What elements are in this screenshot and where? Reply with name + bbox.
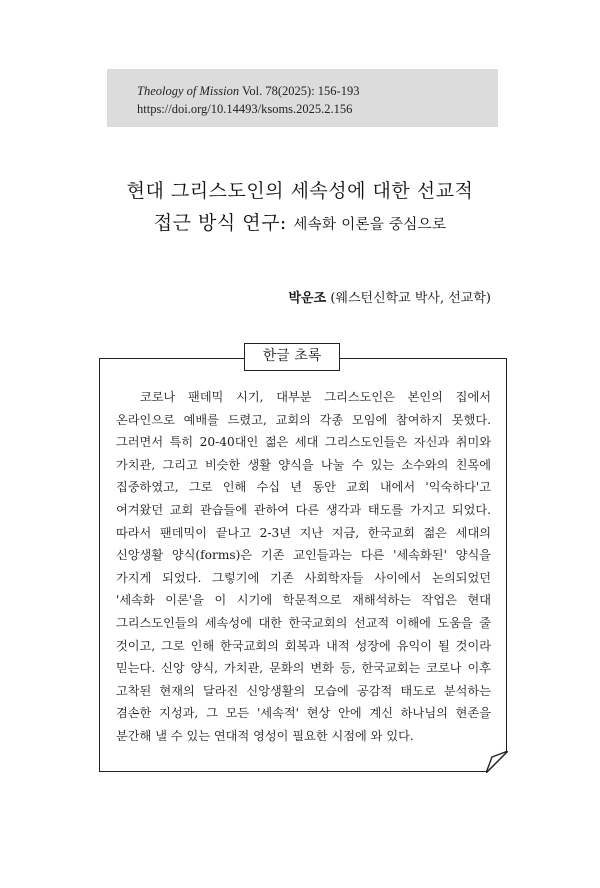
citation-line <box>137 82 498 100</box>
doi-link[interactable]: https://doi.org/10.14493/ksoms.2025.2.156 <box>137 102 353 116</box>
abstract-text: 코로나 팬데믹 시기, 대부분 그리스도인은 본인의 집에서 온라인으로 예배를 드렸고, 교회의 각종 모임에 참여하지 못했다. 그러면서 특히 20-40대인 젊은 세대 그리스도인들은 자신과 취미와 가치관, 그리고 비슷한 생활 양식을 나눌 수 있는 소수와의 친목에 집중하였고, 그로 인해 수십 년 동안 교회 내에서 '익숙하다'고 여겨왔던 교회 관습들에 관하여 다른 생각과 태도를 가지고 되었다. 따라서 팬데믹이 끝나고 2-3년 지난 지금, 한국교회 젊은 세대의 신앙생활 양식(forms)은 기존 교인들과는 다른 '세속화된' 양식을 가지게 되었다. 그렇기에 기존 사회학자들 사이에서 논의되었던 '세속화 이론'을 이 시기에 학문적으로 재해석하는 작업은 현대 그리스도인들의 세속성에 대한 한국교회의 선교적 이해에 도움을 줄 것이고, 그로 인해 한국교회의 회복과 내적 성장에 유익이 될 것이라 믿는다. 신앙 양식, 가치관, 문화의 변화 등, 한국교회는 코로나 이후 고착된 현재의 달라진 신앙생활의 모습에 공감적 태도로 분석하는 겸손한 지성과, 그 모든 '세속적' 현상 안에 계신 하나님의 현존을 분간해 낼 수 있는 연대적 영성이 필요한 시점에 와 있다. <box>116 390 491 743</box>
paper-subtitle: 세속화 이론을 중심으로 <box>293 217 447 233</box>
author-affiliation: (웨스턴신학교 박사, 선교학) <box>326 291 491 306</box>
journal-name: Theology of Mission <box>137 84 240 98</box>
paper-title-line2 <box>0 208 600 235</box>
volume-info: Vol. 78(2025): 156-193 <box>239 84 360 98</box>
author-line <box>289 287 492 306</box>
journal-header <box>107 69 498 127</box>
paper-title-main: 접근 방식 연구: <box>153 212 294 234</box>
page-curl-decoration <box>486 751 508 773</box>
author-name: 박운조 <box>288 291 327 306</box>
abstract-label: 한글 초록 <box>244 343 340 371</box>
paper-title-line1: 현대 그리스도인의 세속성에 대한 선교적 <box>126 180 474 202</box>
